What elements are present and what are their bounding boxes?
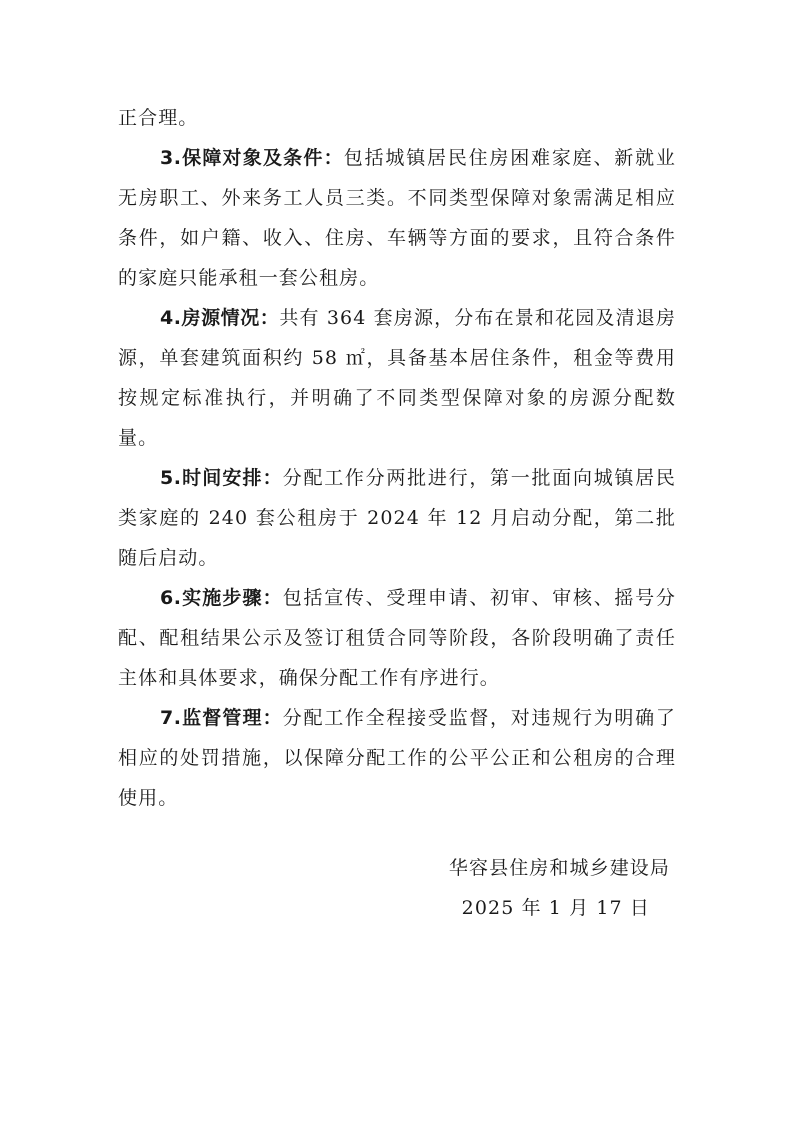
section-4-text: 共有 364 套房源，分布在景和花园及清退房源，单套建筑面积约 58 ㎡，具备基本居住条件，租金等费用按规定标准执行，并明确了不同类型保障对象的房源分配数量。 (118, 307, 676, 449)
issuing-organization: 华容县住房和城乡建设局 (448, 857, 670, 879)
paragraph-continuation: 正合理。 (118, 107, 199, 129)
section-5-paragraph (118, 458, 676, 578)
section-3-heading: 3.保障对象及条件： (160, 147, 344, 169)
section-3-text: 包括城镇居民住房困难家庭、新就业无房职工、外来务工人员三类。不同类型保障对象需满足相应条件，如户籍、收入、住房、车辆等方面的要求，且符合条件的家庭只能承租一套公租房。 (118, 147, 676, 289)
section-4-heading: 4.房源情况： (160, 307, 280, 329)
signature-block (449, 848, 670, 928)
issue-date: 2025 年 1 月 17 日 (461, 897, 650, 919)
section-7-text: 分配工作全程接受监督，对违规行为明确了相应的处罚措施，以保障分配工作的公平公正和公租房的合理使用。 (118, 707, 676, 809)
document-body (118, 98, 676, 818)
section-5-text: 分配工作分两批进行，第一批面向城镇居民类家庭的 240 套公租房于 2024 年 12 月启动分配，第二批随后启动。 (118, 467, 676, 569)
section-6-text: 包括宣传、受理申请、初审、审核、摇号分配、配租结果公示及签订租赁合同等阶段，各阶段明确了责任主体和具体要求，确保分配工作有序进行。 (118, 587, 676, 689)
section-6-paragraph (118, 578, 676, 698)
section-7-heading: 7.监督管理： (160, 707, 283, 729)
section-6-heading: 6.实施步骤： (160, 587, 283, 609)
section-5-heading: 5.时间安排： (160, 467, 283, 489)
section-3-paragraph (118, 138, 676, 298)
section-7-paragraph (118, 698, 676, 818)
section-4-paragraph (118, 298, 676, 458)
